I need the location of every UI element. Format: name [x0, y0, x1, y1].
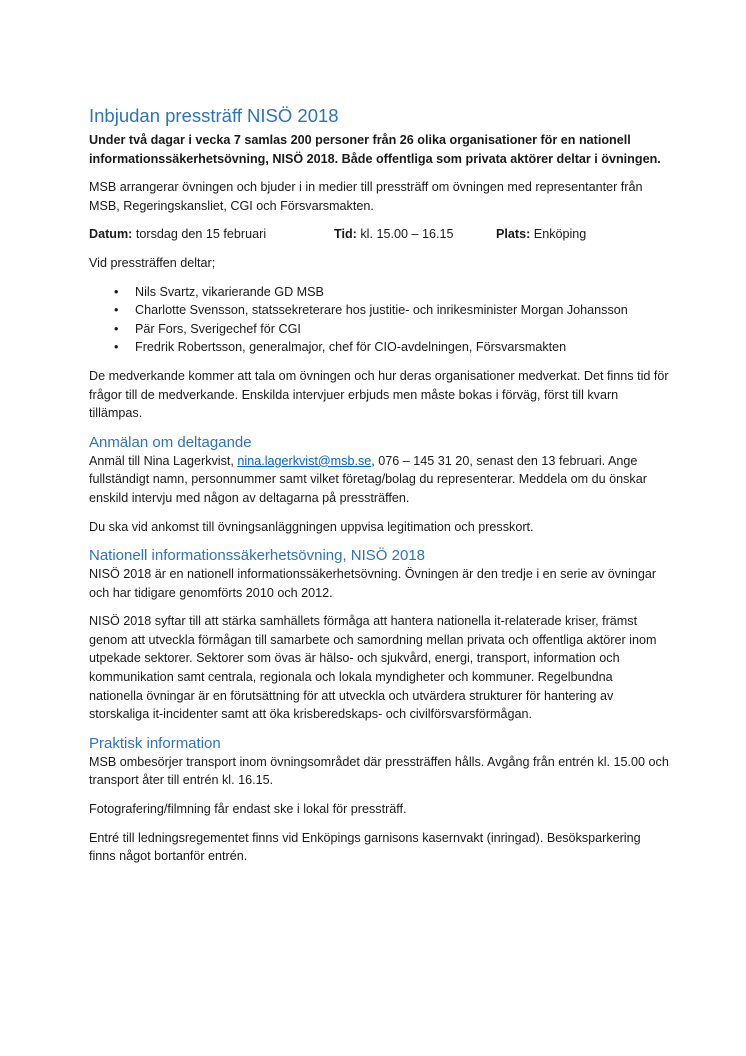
registration-id-paragraph: Du ska vid ankomst till övningsanläggningen uppvisa legitimation och presskort. — [89, 519, 534, 534]
time-value: kl. 15.00 – 16.15 — [356, 227, 454, 242]
participant-text: Fredrik Robertsson, generalmajor, chef för CIO-avdelningen, Försvarsmakten — [135, 340, 567, 355]
time-info — [334, 225, 496, 244]
participants-list — [89, 283, 669, 357]
practical-paragraph-3: Entré till ledningsregementet finns vid Enköpings garnisons kasernvakt (inringad). Besöksparkering finns något bortanför entrén. — [89, 830, 641, 864]
event-info-row — [89, 225, 669, 244]
registration-text-after: , 076 – 145 31 20, senast den 13 februari. Ange fullständigt namn, personnummer samt vilket företag/bolag du representerar. Meddela om du önskar enskild intervju med någon av deltagarna på pressträffen. — [89, 453, 647, 505]
participant-text: Pär Fors, Sverigechef för CGI — [135, 321, 301, 336]
list-item — [89, 338, 669, 357]
registration-paragraph — [89, 452, 669, 508]
exercise-heading: Nationell informationssäkerhetsövning, NISÖ 2018 — [89, 547, 426, 565]
list-item — [89, 320, 669, 339]
participants-intro: Vid pressträffen deltar; — [89, 255, 216, 270]
bullet-icon: • — [114, 303, 119, 318]
intro-paragraph: MSB arrangerar övningen och bjuder i in medier till pressträff om övningen med representanter från MSB, Regeringskansliet, CGI och Försvarsmakten. — [89, 180, 643, 213]
lead-paragraph: Under två dagar i vecka 7 samlas 200 personer från 26 olika organisationer för en nationell informationssäkerhetsövning, NISÖ 2018. Både offentliga som privata aktörer deltar i övningen. — [89, 133, 661, 166]
time-label: Tid: — [334, 227, 357, 242]
place-info — [496, 225, 586, 244]
date-value: torsdag den 15 februari — [132, 227, 267, 242]
bullet-icon: • — [114, 340, 119, 355]
participant-text: Nils Svartz, vikarierande GD MSB — [135, 284, 324, 299]
email-link[interactable]: nina.lagerkvist@msb.se — [237, 453, 372, 468]
practical-heading: Praktisk information — [89, 734, 221, 752]
participants-outro: De medverkande kommer att tala om övningen och hur deras organisationer medverkat. Det finns tid för frågor till de medverkande. Enskilda intervjuer erbjuds men måste bokas i förväg, först till kvarn tillämpas. — [89, 368, 669, 421]
practical-paragraph-1: MSB ombesörjer transport inom övningsområdet där pressträffen hålls. Avgång från entrén kl. 15.00 och transport åter till entrén kl. 16.15. — [89, 754, 669, 788]
place-label: Plats: — [496, 227, 531, 242]
bullet-icon: • — [114, 321, 119, 336]
registration-text-before: Anmäl till Nina Lagerkvist, — [89, 453, 238, 468]
registration-heading: Anmälan om deltagande — [89, 433, 252, 451]
participant-text: Charlotte Svensson, statssekreterare hos justitie- och inrikesminister Morgan Johansson — [135, 303, 628, 318]
list-item — [89, 283, 669, 302]
document-body — [89, 104, 669, 876]
date-label: Datum: — [89, 227, 133, 242]
list-item — [89, 301, 669, 320]
exercise-paragraph-1: NISÖ 2018 är en nationell informationssäkerhetsövning. Övningen är den tredje i en serie av övningar och har tidigare genomförts 2010 och 2012. — [89, 567, 657, 600]
bullet-icon: • — [114, 284, 119, 299]
document-title: Inbjudan pressträff NISÖ 2018 — [89, 105, 339, 126]
place-value: Enköping — [530, 227, 587, 242]
date-info — [89, 225, 334, 244]
practical-paragraph-2: Fotografering/filmning får endast ske i lokal för pressträff. — [89, 802, 407, 817]
exercise-paragraph-2: NISÖ 2018 syftar till att stärka samhällets förmåga att hantera nationella it-relaterade kriser, främst genom att utveckla förmågan till samarbete och samordning mellan privata och offentliga aktörer inom utpekade sektorer. Sektorer som övas är hälso- och sjukvård, energi, transport, information och kommunikation samt centrala, regionala och lokala myndigheter och kommuner. Regelbundna nationella övningar är en förutsättning för att utveckla och utvärdera strukturer för hantering av storskaliga it-incidenter samt att öka krisberedskaps- och civilförsvarsförmågan. — [89, 614, 657, 722]
